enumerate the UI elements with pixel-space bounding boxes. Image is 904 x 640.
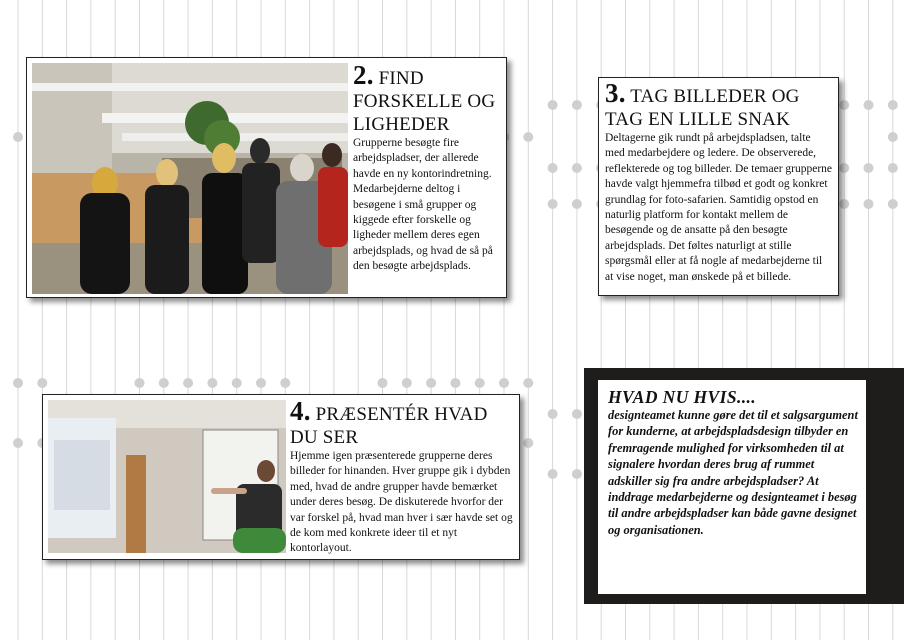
whatif-box: [598, 380, 866, 594]
background-dot: [864, 163, 874, 173]
background-dot: [475, 378, 485, 388]
background-dot: [572, 469, 582, 479]
background-dot: [888, 132, 898, 142]
present-title: PRÆSENTÉR HVAD DU SER: [290, 404, 488, 448]
present-body: Hjemme igen præsenterede grupperne deres billeder for hinanden. Hver gruppe gik i dybden med, hvad de andre grupper havde bemærket under deres besøg. De diskuterede hvorfor der var forskel på, hvad man hver i sær havde set og de kom med konkrete ideer til et nyt kontorlayout.: [290, 450, 513, 555]
whatif-title: HVAD NU HVIS....: [608, 387, 757, 407]
background-dot: [548, 469, 558, 479]
background-dot: [450, 378, 460, 388]
background-dot: [37, 378, 47, 388]
background-dot: [864, 199, 874, 209]
photos-number: 3.: [605, 78, 626, 108]
background-dot: [523, 132, 533, 142]
background-dot: [548, 100, 558, 110]
background-dot: [888, 100, 898, 110]
whatif-body: designteamet kunne gøre det til et salgsargument for kunderne, at arbejdspladsdesign tilbyder en fremragende mulighed for virksomheden til at signalere hvordan deres brug af rummet adskiller sig fra andre arbejdspladser? At inddrage medarbejderne og designteamet i besøg til andre arbejdspladser kan både gavne designet og organisationen.: [608, 408, 858, 537]
background-dot: [839, 100, 849, 110]
background-dot: [135, 378, 145, 388]
background-dot: [548, 409, 558, 419]
background-dot: [523, 378, 533, 388]
photos-title: TAG BILLEDER OG TAG EN LILLE SNAK: [605, 86, 800, 130]
find-text: [353, 60, 505, 275]
background-dot: [572, 100, 582, 110]
present-text: [290, 396, 518, 557]
background-dot: [548, 199, 558, 209]
background-dot: [256, 378, 266, 388]
office-visit-photo: [32, 63, 348, 294]
background-dot: [572, 199, 582, 209]
present-number: 4.: [290, 396, 311, 426]
find-heading: [353, 60, 505, 136]
photos-heading: [605, 78, 833, 131]
background-dot: [523, 438, 533, 448]
background-dot: [572, 163, 582, 173]
background-dot: [572, 409, 582, 419]
background-dot: [864, 100, 874, 110]
background-dot: [232, 378, 242, 388]
background-dot: [839, 199, 849, 209]
background-dot: [888, 163, 898, 173]
background-dot: [499, 378, 509, 388]
card-present: [42, 394, 520, 560]
background-dot: [839, 163, 849, 173]
background-dot: [426, 378, 436, 388]
background-dot: [280, 378, 290, 388]
background-dot: [402, 378, 412, 388]
background-dot: [13, 132, 23, 142]
photos-text: [599, 78, 838, 285]
present-heading: [290, 396, 518, 449]
background-dot: [159, 378, 169, 388]
background-dot: [888, 199, 898, 209]
background-dot: [378, 378, 388, 388]
background-dot: [548, 163, 558, 173]
card-find-differences: [26, 57, 507, 298]
background-dot: [207, 378, 217, 388]
find-title: FIND FORSKELLE OG LIGHEDER: [353, 68, 496, 135]
background-dot: [13, 438, 23, 448]
background-dot: [183, 378, 193, 388]
find-number: 2.: [353, 60, 374, 90]
card-take-photos: [598, 77, 839, 296]
background-dot: [13, 378, 23, 388]
find-body: Grupperne besøgte fire arbejdspladser, der allerede havde en ny kontorindretning. Medarbejderne deltog i besøgene i små grupper og kiggede efter forskelle og ligheder mellem deres egen arbejdsplads, og hvad de så på den besøgte arbejdsplads.: [353, 137, 493, 273]
photos-body: Deltagerne gik rundt på arbejdspladsen, talte med medarbejdere og ledere. De observerede, reflekterede og tog billeder. De temaer grupperne havde valgt hjemmefra tilbød et godt og konkret grundlag for foto-safarien. Samtidig opstod en naturlig platform for kontakt mellem de besøgende og de ansatte på den besøgte arbejdsplads. Det føltes naturligt at stille spørgsmål eller at få nogle af medarbejderne til at vise noget, man ønskede på et billede.: [605, 132, 833, 283]
presentation-photo: [48, 400, 286, 553]
